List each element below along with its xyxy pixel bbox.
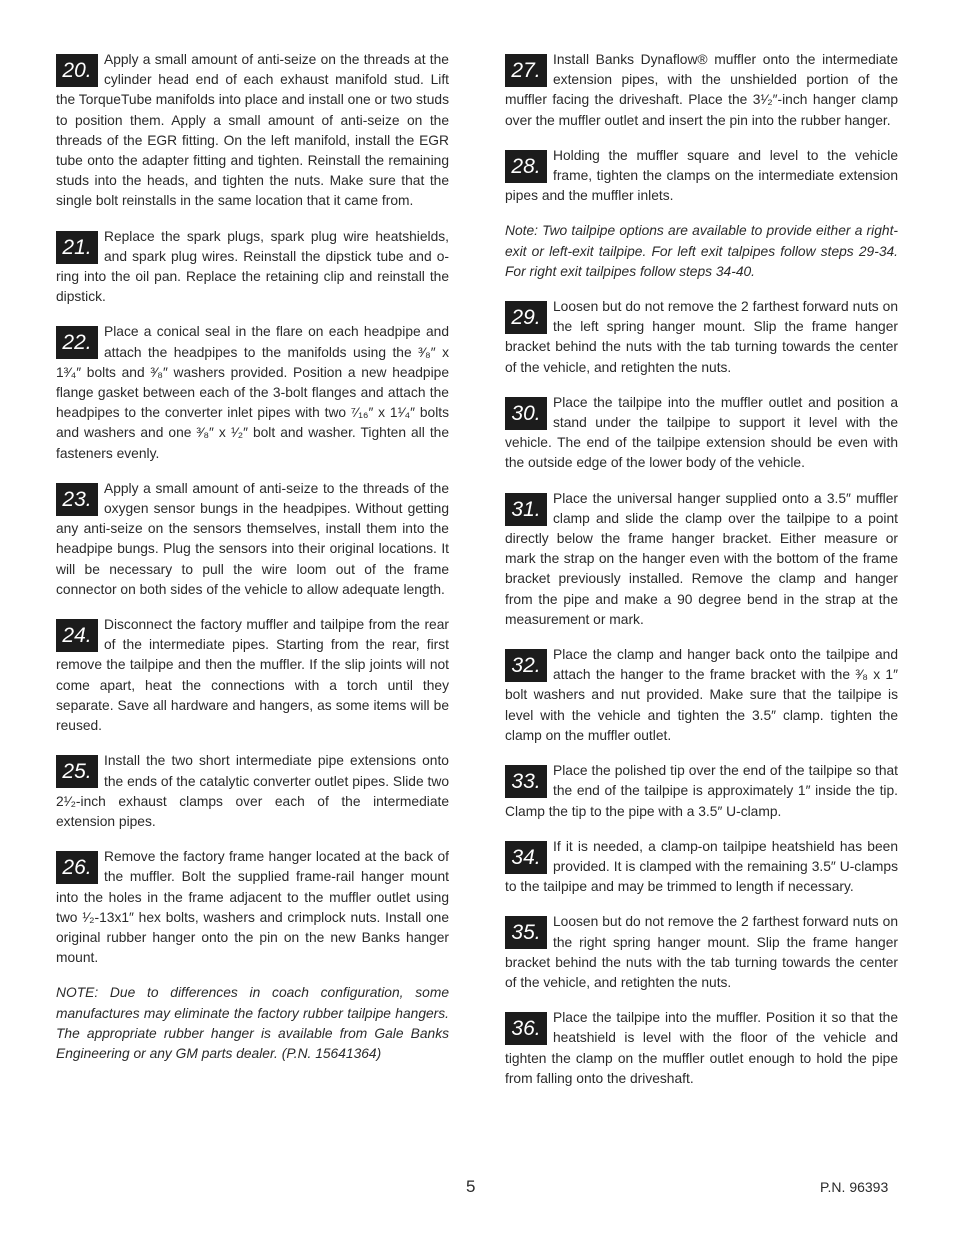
- step-31: [505, 489, 898, 630]
- step-23: [56, 479, 449, 600]
- step-number: 33.: [505, 765, 547, 798]
- step-text: Loosen but do not remove the 2 farthest forward nuts on the left spring hanger mount. Slip the frame hanger bracket behind the nuts with the tab turning towards the center of the vehicle, and retighten the nuts.: [505, 299, 898, 375]
- step-number: 30.: [505, 397, 547, 430]
- right-note: Note: Two tailpipe options are available to provide either a right-exit or left-exit tailpipe. For left exit talpipes follow steps 29-34. For right exit tailpipes follow steps 34-40.: [505, 223, 898, 279]
- step-number: 34.: [505, 841, 547, 874]
- step-number: 27.: [505, 54, 547, 87]
- step-36: [505, 1008, 898, 1089]
- step-number: 20.: [56, 54, 98, 87]
- step-text: Install Banks Dynaflow® muffler onto the intermediate extension pipes, with the unshielded portion of the muffler facing the driveshaft. Place the 3¹⁄₂″-inch hanger clamp over the muffler outlet and insert the pin into the rubber hanger.: [505, 52, 898, 128]
- left-note: NOTE: Due to differences in coach configuration, some manufactures may eliminate the factory rubber tailpipe hangers. The appropriate rubber hanger is available from Gale Banks Engineering or any GM parts dealer. (P.N. 15641364): [56, 985, 449, 1061]
- step-text: Remove the factory frame hanger located at the back of the muffler. Bolt the supplied frame-rail hanger mount into the holes in the frame adjacent to the muffler outlet using two ¹⁄₂-13x1″ hex bolts, washers and crimplock nuts. Install one original rubber hanger onto the pin on the new Banks hanger mount.: [56, 849, 449, 966]
- step-number: 22.: [56, 326, 98, 359]
- step-text: Holding the muffler square and level to the vehicle frame, tighten the clamps on the intermediate extension pipes and the muffler inlets.: [505, 147, 898, 204]
- part-number: P.N. 96393: [820, 1179, 889, 1195]
- step-text: Replace the spark plugs, spark plug wire heatshields, and spark plug wires. Reinstall the dipstick tube and o-ring into the oil pan. Replace the retaining clip and reinstall the dipstick.: [56, 228, 449, 305]
- step-number: 25.: [56, 755, 98, 788]
- step-number: 31.: [505, 493, 547, 526]
- right-step-list-top: [505, 50, 898, 206]
- step-30: [505, 393, 898, 474]
- step-text: Install the two short intermediate pipe extensions onto the ends of the catalytic converter outlet pipes. Slide two 2¹⁄₂-inch exhaust clamps over each of the intermediate extension pipes.: [56, 753, 449, 829]
- right-step-list-bottom: [505, 297, 898, 1089]
- step-22: [56, 322, 449, 463]
- step-text: Apply a small amount of anti-seize on the threads at the cylinder head end of each exhaust manifold stud. Lift the TorqueTube manifolds into place and install one or two studs to position them. Apply a small amount of anti-seize on the threads of the EGR fitting. On the left manifold, install the EGR tube onto the adapter fitting and tighten. Reinstall the remaining studs into the heads, and tighten the nuts. Make sure that the single bolt reinstalls in the same location that it came from.: [56, 52, 449, 209]
- step-number: 36.: [505, 1012, 547, 1045]
- step-number: 28.: [505, 150, 547, 183]
- step-34: [505, 837, 898, 898]
- step-text: Disconnect the factory muffler and tailpipe from the rear of the intermediate pipes. Starting from the rear, first remove the tailpipe and then the muffler. If the slip joints will not come apart, heat the connections with a torch until they separate. Save all hardware and hangers, as some items will be reused.: [56, 617, 449, 734]
- step-24: [56, 615, 449, 736]
- step-33: [505, 761, 898, 822]
- step-35: [505, 912, 898, 993]
- step-21: [56, 227, 449, 308]
- step-26: [56, 847, 449, 968]
- step-text: Apply a small amount of anti-seize to the threads of the oxygen sensor bungs in the headpipes. Without getting any anti-seize on the sensors themselves, install them into the headpipe bungs. Plug the sensors into their original locations. It will be necessary to pull the wire loom out of the frame connector on both sides of the vehicle to allow adequate length.: [56, 480, 449, 597]
- step-text: Place the polished tip over the end of the tailpipe so that the end of the tailpipe is approximately 1″ inside the tip. Clamp the tip to the pipe with a 3.5″ U-clamp.: [505, 763, 898, 819]
- step-number: 24.: [56, 619, 98, 652]
- page-number: 5: [466, 1177, 476, 1196]
- step-number: 21.: [56, 231, 98, 264]
- step-text: Place the tailpipe into the muffler outlet and position a stand under the tailpipe to support it level with the vehicle. The end of the tailpipe extension should be even with the outside edge of the lower body of the vehicle.: [505, 394, 898, 471]
- step-28: [505, 146, 898, 207]
- step-32: [505, 645, 898, 746]
- step-text: Place the tailpipe into the muffler. Position it so that the heatshield is level with the floor of the vehicle and tighten the clamp on the muffler outlet enough to hold the pipe from falling onto the driveshaft.: [505, 1010, 898, 1086]
- step-text: Place a conical seal in the flare on each headpipe and attach the headpipes to the manifolds using the ³⁄₈″ x 1³⁄₄″ bolts and ³⁄₈″ washers provided. Position a new headpipe flange gasket between each of the 3-bolt flanges and attach the headpipes to the converter inlet pipes with two ⁷⁄₁₆″ x 1¹⁄₄″ bolts and washers and one ³⁄₈″ x ¹⁄₂″ bolt and washer. Tighten all the fasteners evenly.: [56, 324, 449, 461]
- step-29: [505, 297, 898, 378]
- step-text: Place the universal hanger supplied onto a 3.5″ muffler clamp and slide the clamp over the tailpipe to a point directly below the frame hanger bracket. Either measure or mark the strap on the hanger even with the bottom of the frame bracket previously installed. Remove the clamp and hanger from the pipe and make a 90 degree bend in the strap at the measurement or mark.: [505, 490, 898, 627]
- step-text: Loosen but do not remove the 2 farthest forward nuts on the right spring hanger mount. Slip the frame hanger bracket behind the nuts with the tab turning towards the center of the vehicle, and retighten the nuts.: [505, 914, 898, 990]
- step-27: [505, 50, 898, 131]
- left-step-list: [56, 50, 449, 968]
- step-number: 29.: [505, 301, 547, 334]
- step-number: 35.: [505, 916, 547, 949]
- step-20: [56, 50, 449, 212]
- step-text: If it is needed, a clamp-on tailpipe heatshield has been provided. It is clamped with the remaining 3.5″ U-clamps to the tailpipe and may be trimmed to length if necessary.: [505, 838, 898, 895]
- step-number: 32.: [505, 649, 547, 682]
- right-column: [505, 50, 898, 1104]
- left-column: [56, 50, 449, 1079]
- step-number: 23.: [56, 483, 98, 516]
- step-text: Place the clamp and hanger back onto the tailpipe and attach the hanger to the frame bracket with the ³⁄₈ x 1″ bolt washers and nut provided. Make sure that the tailpipe is level with the vehicle and tighten the 3.5″ clamp. tighten the clamp on the muffler outlet.: [505, 647, 898, 743]
- step-number: 26.: [56, 851, 98, 884]
- step-25: [56, 751, 449, 832]
